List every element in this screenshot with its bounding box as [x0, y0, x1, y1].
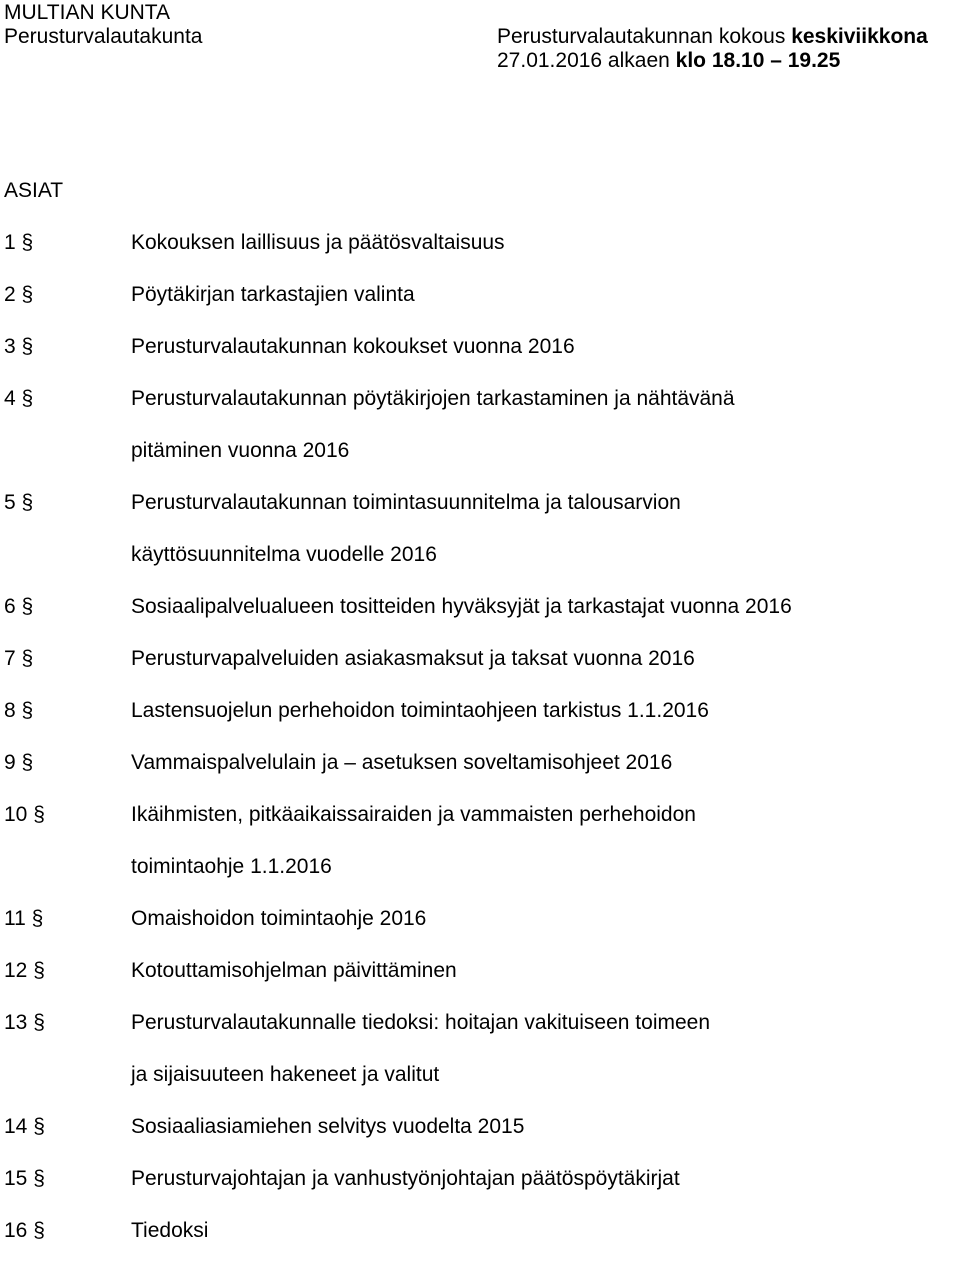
agenda-item: [0, 282, 960, 334]
meeting-info: [497, 25, 928, 73]
agenda-item-title: [131, 490, 951, 594]
agenda-item-title: [131, 698, 951, 750]
agenda-item-title-line: Perusturvapalveluiden asiakasmaksut ja taksat vuonna 2016: [131, 647, 695, 670]
agenda-item: [0, 1218, 960, 1270]
agenda-item-title-line: käyttösuunnitelma vuodelle 2016: [131, 543, 437, 566]
meeting-day: keskiviikkona: [791, 25, 928, 48]
meeting-line-2: [497, 49, 928, 73]
agenda-item: [0, 490, 960, 594]
agenda-item-title: [131, 594, 951, 646]
agenda-item-number: 8 §: [4, 699, 34, 722]
municipality-name: MULTIAN KUNTA: [4, 1, 171, 24]
agenda-item-number: 2 §: [4, 283, 34, 306]
agenda-item-title-line: Vammaispalvelulain ja – asetuksen soveltamisohjeet 2016: [131, 751, 673, 774]
agenda-item: [0, 906, 960, 958]
board-name: Perusturvalautakunta: [4, 25, 203, 48]
agenda-item: [0, 334, 960, 386]
agenda-item-number: 5 §: [4, 491, 34, 514]
agenda-item-title: [131, 1010, 951, 1114]
agenda-item: [0, 958, 960, 1010]
meeting-time: klo 18.10 – 19.25: [675, 49, 841, 72]
agenda-item-title: [131, 958, 951, 1010]
agenda-item: [0, 1114, 960, 1166]
agenda-item: [0, 802, 960, 906]
section-title: ASIAT: [4, 179, 64, 202]
agenda-item-number: 16 §: [4, 1219, 45, 1242]
document-header: [0, 0, 960, 80]
agenda-item: [0, 698, 960, 750]
agenda-item-title: [131, 386, 951, 490]
agenda-item: [0, 594, 960, 646]
agenda-item-title-line: ja sijaisuuteen hakeneet ja valitut: [131, 1063, 440, 1086]
agenda-item: [0, 1010, 960, 1114]
meeting-line-1: [497, 25, 928, 49]
agenda-item-title: [131, 334, 951, 386]
agenda-item-title-line: Omaishoidon toimintaohje 2016: [131, 907, 427, 930]
meeting-date: 27.01.2016 alkaen: [497, 49, 676, 72]
agenda-item-title: [131, 1166, 951, 1218]
agenda-item-title: [131, 1114, 951, 1166]
agenda-item-number: 13 §: [4, 1011, 45, 1034]
agenda-item-title-line: Perusturvalautakunnan pöytäkirjojen tarkastaminen ja nähtävänä: [131, 387, 735, 410]
agenda-item-title-line: Ikäihmisten, pitkäaikaissairaiden ja vammaisten perhehoidon: [131, 803, 696, 826]
agenda-item-title-line: pitäminen vuonna 2016: [131, 439, 350, 462]
agenda-item-title: [131, 646, 951, 698]
agenda-item-number: 9 §: [4, 751, 34, 774]
agenda-item-title-line: Sosiaaliasiamiehen selvitys vuodelta 2015: [131, 1115, 525, 1138]
agenda-list: [0, 230, 960, 1270]
agenda-item-number: 1 §: [4, 231, 34, 254]
agenda-item-number: 7 §: [4, 647, 34, 670]
agenda-item-title-line: Perusturvalautakunnan toimintasuunnitelma ja talousarvion: [131, 491, 681, 514]
agenda-item-title: [131, 282, 951, 334]
agenda-item-title-line: Sosiaalipalvelualueen tositteiden hyväksyjät ja tarkastajat vuonna 2016: [131, 595, 792, 618]
agenda-item-title-line: Perusturvalautakunnan kokoukset vuonna 2016: [131, 335, 575, 358]
agenda-item-number: 11 §: [4, 907, 44, 930]
agenda-item-number: 6 §: [4, 595, 34, 618]
header-left: [4, 1, 202, 49]
agenda-item: [0, 386, 960, 490]
agenda-item-number: 15 §: [4, 1167, 45, 1190]
agenda-item-number: 10 §: [4, 803, 45, 826]
agenda-item-title-line: Lastensuojelun perhehoidon toimintaohjeen tarkistus 1.1.2016: [131, 699, 709, 722]
agenda-item-number: 14 §: [4, 1115, 45, 1138]
agenda-item: [0, 646, 960, 698]
agenda-item: [0, 230, 960, 282]
agenda-item-title: [131, 750, 951, 802]
agenda-item-title: [131, 906, 951, 958]
agenda-item-title-line: Pöytäkirjan tarkastajien valinta: [131, 283, 415, 306]
agenda-item-title-line: Perusturvalautakunnalle tiedoksi: hoitajan vakituiseen toimeen: [131, 1011, 711, 1034]
agenda-item-title: [131, 1218, 951, 1270]
agenda-item-number: 12 §: [4, 959, 45, 982]
agenda-item-title: [131, 802, 951, 906]
agenda-item-title-line: Kokouksen laillisuus ja päätösvaltaisuus: [131, 231, 505, 254]
agenda-item-number: 3 §: [4, 335, 34, 358]
agenda-item-number: 4 §: [4, 387, 34, 410]
agenda-item-title-line: Kotouttamisohjelman päivittäminen: [131, 959, 457, 982]
agenda-item-title-line: Tiedoksi: [131, 1219, 209, 1242]
agenda-item-title-line: toimintaohje 1.1.2016: [131, 855, 332, 878]
agenda-item: [0, 1166, 960, 1218]
agenda-item-title: [131, 230, 951, 282]
agenda-item: [0, 750, 960, 802]
agenda-item-title-line: Perusturvajohtajan ja vanhustyönjohtajan päätöspöytäkirjat: [131, 1167, 680, 1190]
meeting-prefix: Perusturvalautakunnan kokous: [497, 25, 792, 48]
